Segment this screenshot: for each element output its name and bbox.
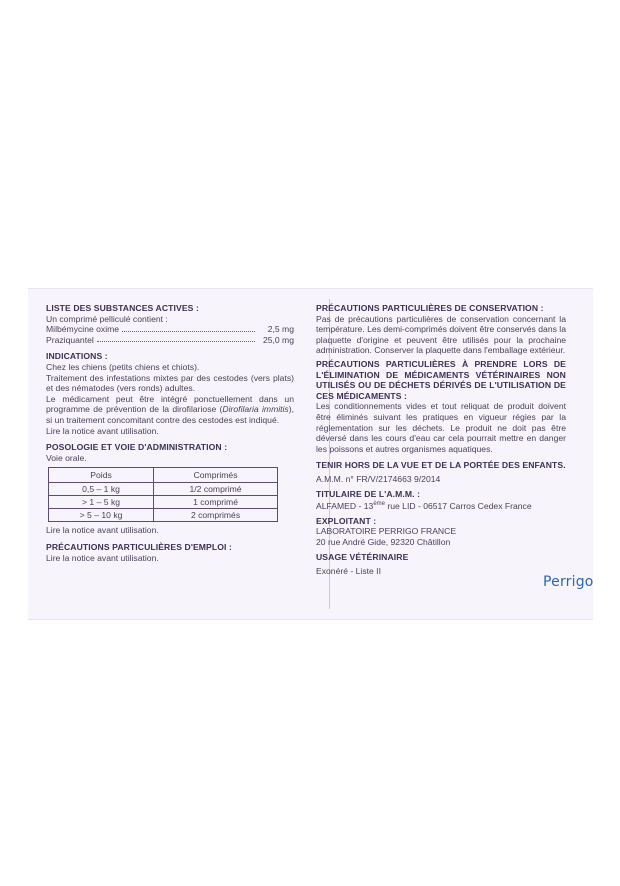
children-warning: TENIR HORS DE LA VUE ET DE LA PORTÉE DES ENFANTS. <box>316 460 566 471</box>
substance-amount: 2,5 mg <box>267 324 294 335</box>
vet-use-status: Exonéré - Liste II <box>316 565 381 576</box>
dot-leader <box>122 331 255 332</box>
substance-row <box>46 335 294 346</box>
indications-text: Lire la notice avant utilisation. <box>46 425 159 436</box>
substance-name: Praziquantel <box>46 334 94 345</box>
substance-amount: 25,0 mg <box>262 334 294 345</box>
precautions-use-text: Lire la notice avant utilisation. <box>46 552 159 563</box>
substance-name: Milbémycine oxime <box>46 324 120 335</box>
precautions-use-heading: PRÉCAUTIONS PARTICULIÈRES D'EMPLOI : <box>46 541 232 552</box>
indications-text: Le médicament peut être intégré ponctuellement dans un programme de prévention de la dirofilariose (Dirofilaria immitis), si un traitement concomitant contre des cestodes est indiqué. <box>46 393 294 425</box>
substances-intro: Un comprimé pelliculé contient : <box>46 313 168 324</box>
table-cell: 1 comprimé <box>154 496 278 509</box>
table-row <box>49 496 278 509</box>
disposal-text: Les conditionnements vides et tout reliquat de produit doivent être éliminés suivant les pratiques en vigueur régies par la réglementation sur les déchets. Le produit ne doit pas être déversé dans les cours d'eau car cela pourrait mettre en danger les poissons et autres organismes aquatiques. <box>316 401 566 454</box>
table-header-cell: Poids <box>49 468 154 483</box>
indications-heading: INDICATIONS : <box>46 351 108 362</box>
table-cell: > 5 – 10 kg <box>49 509 154 522</box>
table-header-row <box>49 468 278 483</box>
table-cell: > 1 – 5 kg <box>49 496 154 509</box>
amm-number: A.M.M. n° FR/V/2174663 9/2014 <box>316 473 441 484</box>
substances-heading: LISTE DES SUBSTANCES ACTIVES : <box>46 303 199 313</box>
indications-text: Traitement des infestations mixtes par des cestodes (vers plats) et des nématodes (vers ronds) adultes. <box>46 372 294 394</box>
species-name: Dirofilaria immitis <box>222 404 289 415</box>
table-header-cell: Comprimés <box>154 468 278 483</box>
posology-heading: POSOLOGIE ET VOIE D'ADMINISTRATION : <box>46 442 228 453</box>
posology-note: Lire la notice avant utilisation. <box>46 525 159 536</box>
table-cell: 2 comprimés <box>154 509 278 522</box>
operator-name: LABORATOIRE PERRIGO FRANCE <box>316 526 457 537</box>
dot-leader <box>97 341 255 342</box>
perrigo-logo: Perrigo <box>543 574 594 590</box>
vet-use-heading: USAGE VÉTÉRINAIRE <box>316 552 409 563</box>
conservation-text: Pas de précautions particulières de conservation concernant la température. Les demi-comprimés doivent être conservés dans la plaquette d'origine et peuvent être utilisés pour la prochaine administration. Conserver la plaquette dans l'emballage extérieur. <box>316 313 566 356</box>
left-column <box>46 303 294 563</box>
operator-heading: EXPLOITANT : <box>316 515 377 526</box>
holder-heading: TITULAIRE DE L'A.M.M. : <box>316 488 421 499</box>
dosage-table <box>48 467 278 522</box>
disposal-heading: PRÉCAUTIONS PARTICULIÈRES À PRENDRE LORS DE L'ÉLIMINATION DE MÉDICAMENTS VÉTÉRINAIRES NON UTILISÉS OU DE DÉCHETS DÉRIVÉS DE L'UTILISATION DE CES MÉDICAMENTS : <box>316 358 566 401</box>
holder-address: ALFAMED - 13ème rue LID - 06517 Carros Cedex France <box>316 500 532 511</box>
table-row <box>49 509 278 522</box>
substance-row <box>46 324 294 335</box>
conservation-heading: PRÉCAUTIONS PARTICULIÈRES DE CONSERVATION : <box>316 303 544 313</box>
right-column <box>316 303 566 577</box>
table-row <box>49 483 278 496</box>
operator-address: 20 rue André Gide, 92320 Châtillon <box>316 536 451 547</box>
table-cell: 1/2 comprimé <box>154 483 278 496</box>
indications-text: Chez les chiens (petits chiens et chiots). <box>46 361 200 372</box>
table-cell: 0,5 – 1 kg <box>49 483 154 496</box>
leaflet-panel <box>28 288 593 620</box>
posology-route: Voie orale. <box>46 452 87 463</box>
